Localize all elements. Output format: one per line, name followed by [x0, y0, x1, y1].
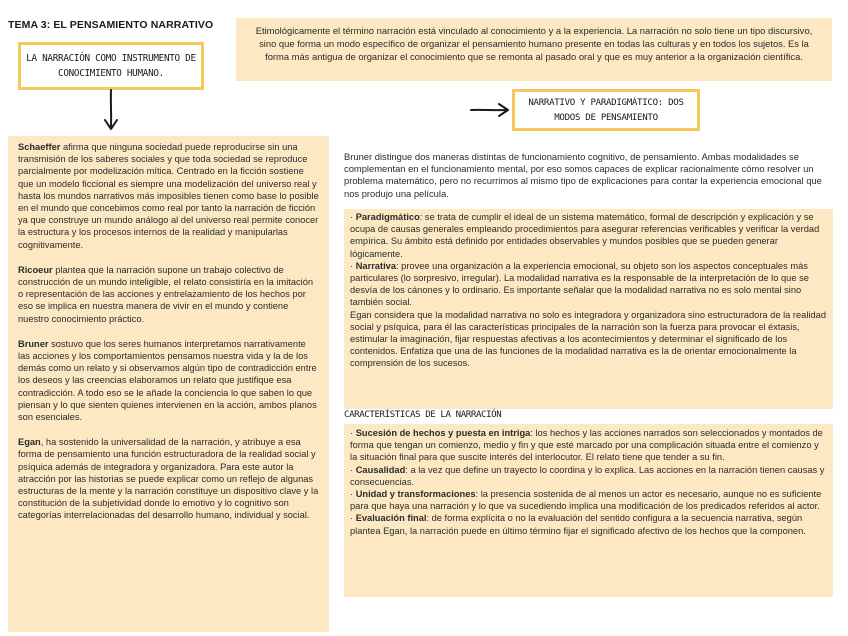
caracteristica-text: : a la vez que define un trayecto lo coordina y lo explica. Las acciones en la narración tienen causas y consecuencias.: [350, 464, 825, 487]
author-text: plantea que la narración supone un trabajo colectivo de construcción de un mundo inteligible, el relato consistiría en la imitación o representación de las acciones y entrelazamiento de los hechos por eso se implica en nuestra manera de vivir en el mundo y contiene nuestro conocimiento práctico.: [18, 264, 314, 324]
caracteristica-text: : los hechos y las acciones narrados son seleccionados y montados de forma que tengan un comienzo, medio y fin y que esté marcado por una complicación situada entre el comienzo y la situación final para que suscite interés del interlocutor. El relato tiene que tender a su fin.: [350, 428, 823, 463]
subtitle-text: LA NARRACIÓN COMO INSTRUMENTO DE CONOCIMIENTO HUMANO.: [26, 53, 196, 79]
mode-item: · Narrativa: provee una organización a la experiencia emocional, su objeto son los aspectos conceptuales más particulares (lo sorpresivo, irregular). La modalidad narrativa es la responsable de la interpretación de lo que se desvía de los cánones y lo ordinario. Es importante señalar que la modalidad narrativa no es solo mental sino también social.: [350, 260, 809, 308]
caracteristica-item: · Evaluación final: de forma explícita o no la evaluación del sentido configura a la secuencia narrativa, según plantea Egan, la narración puede en último término fijar el significado afectivo de los hechos que la componen.: [350, 513, 806, 536]
caracteristica-item: · Unidad y transformaciones: la presencia sostenida de al menos un actor es necesario, aunque no es suficiente para que haya una narración y lo que va sucediendo implica una modificación de los predicados referidos al actor.: [350, 489, 822, 512]
author-paragraph: [18, 264, 319, 325]
arrow-down-icon: [102, 88, 120, 132]
subtitle-box: [18, 42, 204, 90]
caracteristicas-panel: [344, 424, 833, 597]
author-name: Ricoeur: [18, 264, 53, 275]
page-title: TEMA 3: EL PENSAMIENTO NARRATIVO: [8, 19, 214, 31]
mode-item: · Paradigmático: se trata de cumplir el ideal de un sistema matemático, formal de descripción y explicación y se ocupa de causas generales empleando procedimientos para asegurar referencias verificables y verificar la verdad empírica. Su ámbito está definido por entidades observables y mundos posibles que se pueden generar lógicamente.: [350, 212, 820, 259]
bruner-intro: Bruner distingue dos maneras distintas de funcionamiento cognitivo, de pensamiento. Ambas modalidades se complementan en el funcionamiento mental, por eso somos capaces de explicar racionalmente cómo resolver un problema matemático, pero no recurrimos al mismo tipo de explicaciones para contar la experiencia emocional que nos produjo una película.: [344, 151, 822, 199]
caracteristica-label: Sucesión de hechos y puesta en intriga: [355, 428, 531, 438]
intro-box: [236, 18, 832, 81]
author-name: Egan: [18, 437, 41, 448]
author-text: sostuvo que los seres humanos interpretamos narrativamente las acciones y los comportamientos pensamos nuestra vida y la de los demás como un relato y si observamos algún tipo de contradicción entre los deseos y las creencias elaboramos un relato que justifique esa contradicción. A todo eso se le añade la conciencia lo que saben lo que piensan y lo que sienten quienes intervienen en la acción, ambos planos son esenciales.: [18, 338, 317, 423]
modes-title-text: NARRATIVO Y PARADIGMÁTICO: DOS MODOS DE PENSAMIENTO: [528, 98, 684, 123]
author-name: Bruner: [18, 338, 49, 349]
caracteristica-label: Unidad y transformaciones: [355, 489, 476, 500]
modes-title-box: [512, 89, 700, 131]
caracteristica-item: · Sucesión de hechos y puesta en intriga: los hechos y las acciones narrados son seleccionados y montados de forma que tengan un comienzo, medio y fin y que esté marcado por una complicación situada entre el comienzo y la situación final para que suscite interés del interlocutor. El relato tiene que tender a su fin.: [350, 428, 823, 463]
caracteristicas-heading: CARACTERÍSTICAS DE LA NARRACIÓN: [344, 410, 502, 420]
mode-label: Paradigmático: [355, 212, 420, 222]
author-paragraph: [18, 338, 319, 423]
arrow-right-icon: [469, 101, 511, 119]
intro-text: Etimológicamente el término narración está vinculado al conocimiento y a la experiencia. La narración no solo tiene un tipo discursivo, sino que forma un modo específico de organizar el pensamiento humano presente en todas las culturas y en todos los sujetos. Es la forma más antigua de organizar el conocimiento que se remonta al pasado oral y que es muy anterior a la organización científica.: [255, 25, 813, 62]
caracteristica-item: · Causalidad: a la vez que define un trayecto lo coordina y lo explica. Las acciones en la narración tienen causas y consecuencias.: [350, 464, 825, 487]
mode-text: : provee una organización a la experiencia emocional, su objeto son los aspectos conceptuales más particulares (lo sorpresivo, irregular). La modalidad narrativa es la responsable de la interpretación de lo que se desvía de los cánones y lo ordinario. Es importante señalar que la modalidad narrativa no es solo mental sino también social.: [350, 260, 809, 308]
mode-label: Narrativa: [355, 260, 396, 271]
modes-panel: [344, 209, 833, 409]
caracteristica-label: Evaluación final: [355, 513, 427, 524]
caracteristica-text: : la presencia sostenida de al menos un actor es necesario, aunque no es suficiente para que haya una narración y lo que va sucediendo implica una modificación de los predicados referidos al actor.: [350, 489, 822, 512]
author-paragraph: [18, 141, 319, 251]
author-text: afirma que ninguna sociedad puede reproducirse sin una transmisión de los saberes sociales y que toda sociedad se reproduce parcialmente por modelización mítica. Centrado en la ficción sostiene que un modelo ficcional es siempre una modelización del universo real y hasta los mundos narrativos más imposibles tienen como base lo posible en el mundo que concebimos como real por tanto la narración de ficción ya que construye un mundo análogo al del universo real permite conocer la estructura y los procesos internos de la realidad y manipularlas cognitivamente.: [18, 142, 319, 250]
caracteristica-label: Causalidad: [355, 464, 406, 475]
egan-paragraph: Egan considera que la modalidad narrativa no solo es integradora y organizadora sino estructuradora de la realidad social y psíquica, para él las características principales de la narración son la fuerza para provocar el éxtasis, estimular la imaginación, fijar respuestas afectivas a los acontecimientos y determinar el significado de los contenidos. Enfatiza que una de las funciones de la modalidad narrativa es la de orientar emocionalmente la comprensión de los sucesos.: [350, 309, 826, 369]
caracteristica-text: : de forma explícita o no la evaluación del sentido configura a la secuencia narrativa, según plantea Egan, la narración puede en último término fijar el significado afectivo de los hechos que la componen.: [350, 513, 806, 536]
mode-text: : se trata de cumplir el ideal de un sistema matemático, formal de descripción y explicación y se ocupa de causas generales empleando procedimientos para asegurar referencias verificables y verificar la verdad empírica. Su ámbito está definido por entidades observables y mundos posibles que se pueden generar lógicamente.: [350, 212, 820, 259]
authors-panel: [8, 136, 329, 632]
author-paragraph: [18, 436, 319, 521]
author-text: , ha sostenido la universalidad de la narración, y atribuye a esa forma de pensamiento una función estructuradora de la realidad social y psíquica además de integradora y organizadora. Para este autor la atracción por las historias se puede explicar como un reflejo de algunas estructuras de la mente y la narración constituye un dispositivo clave y la constitución de la subjetividad donde lo emotivo y lo cognitivo son categorías interrelacionadas del desarrollo humano, individual y social.: [18, 437, 319, 521]
author-name: Schaeffer: [18, 142, 61, 152]
